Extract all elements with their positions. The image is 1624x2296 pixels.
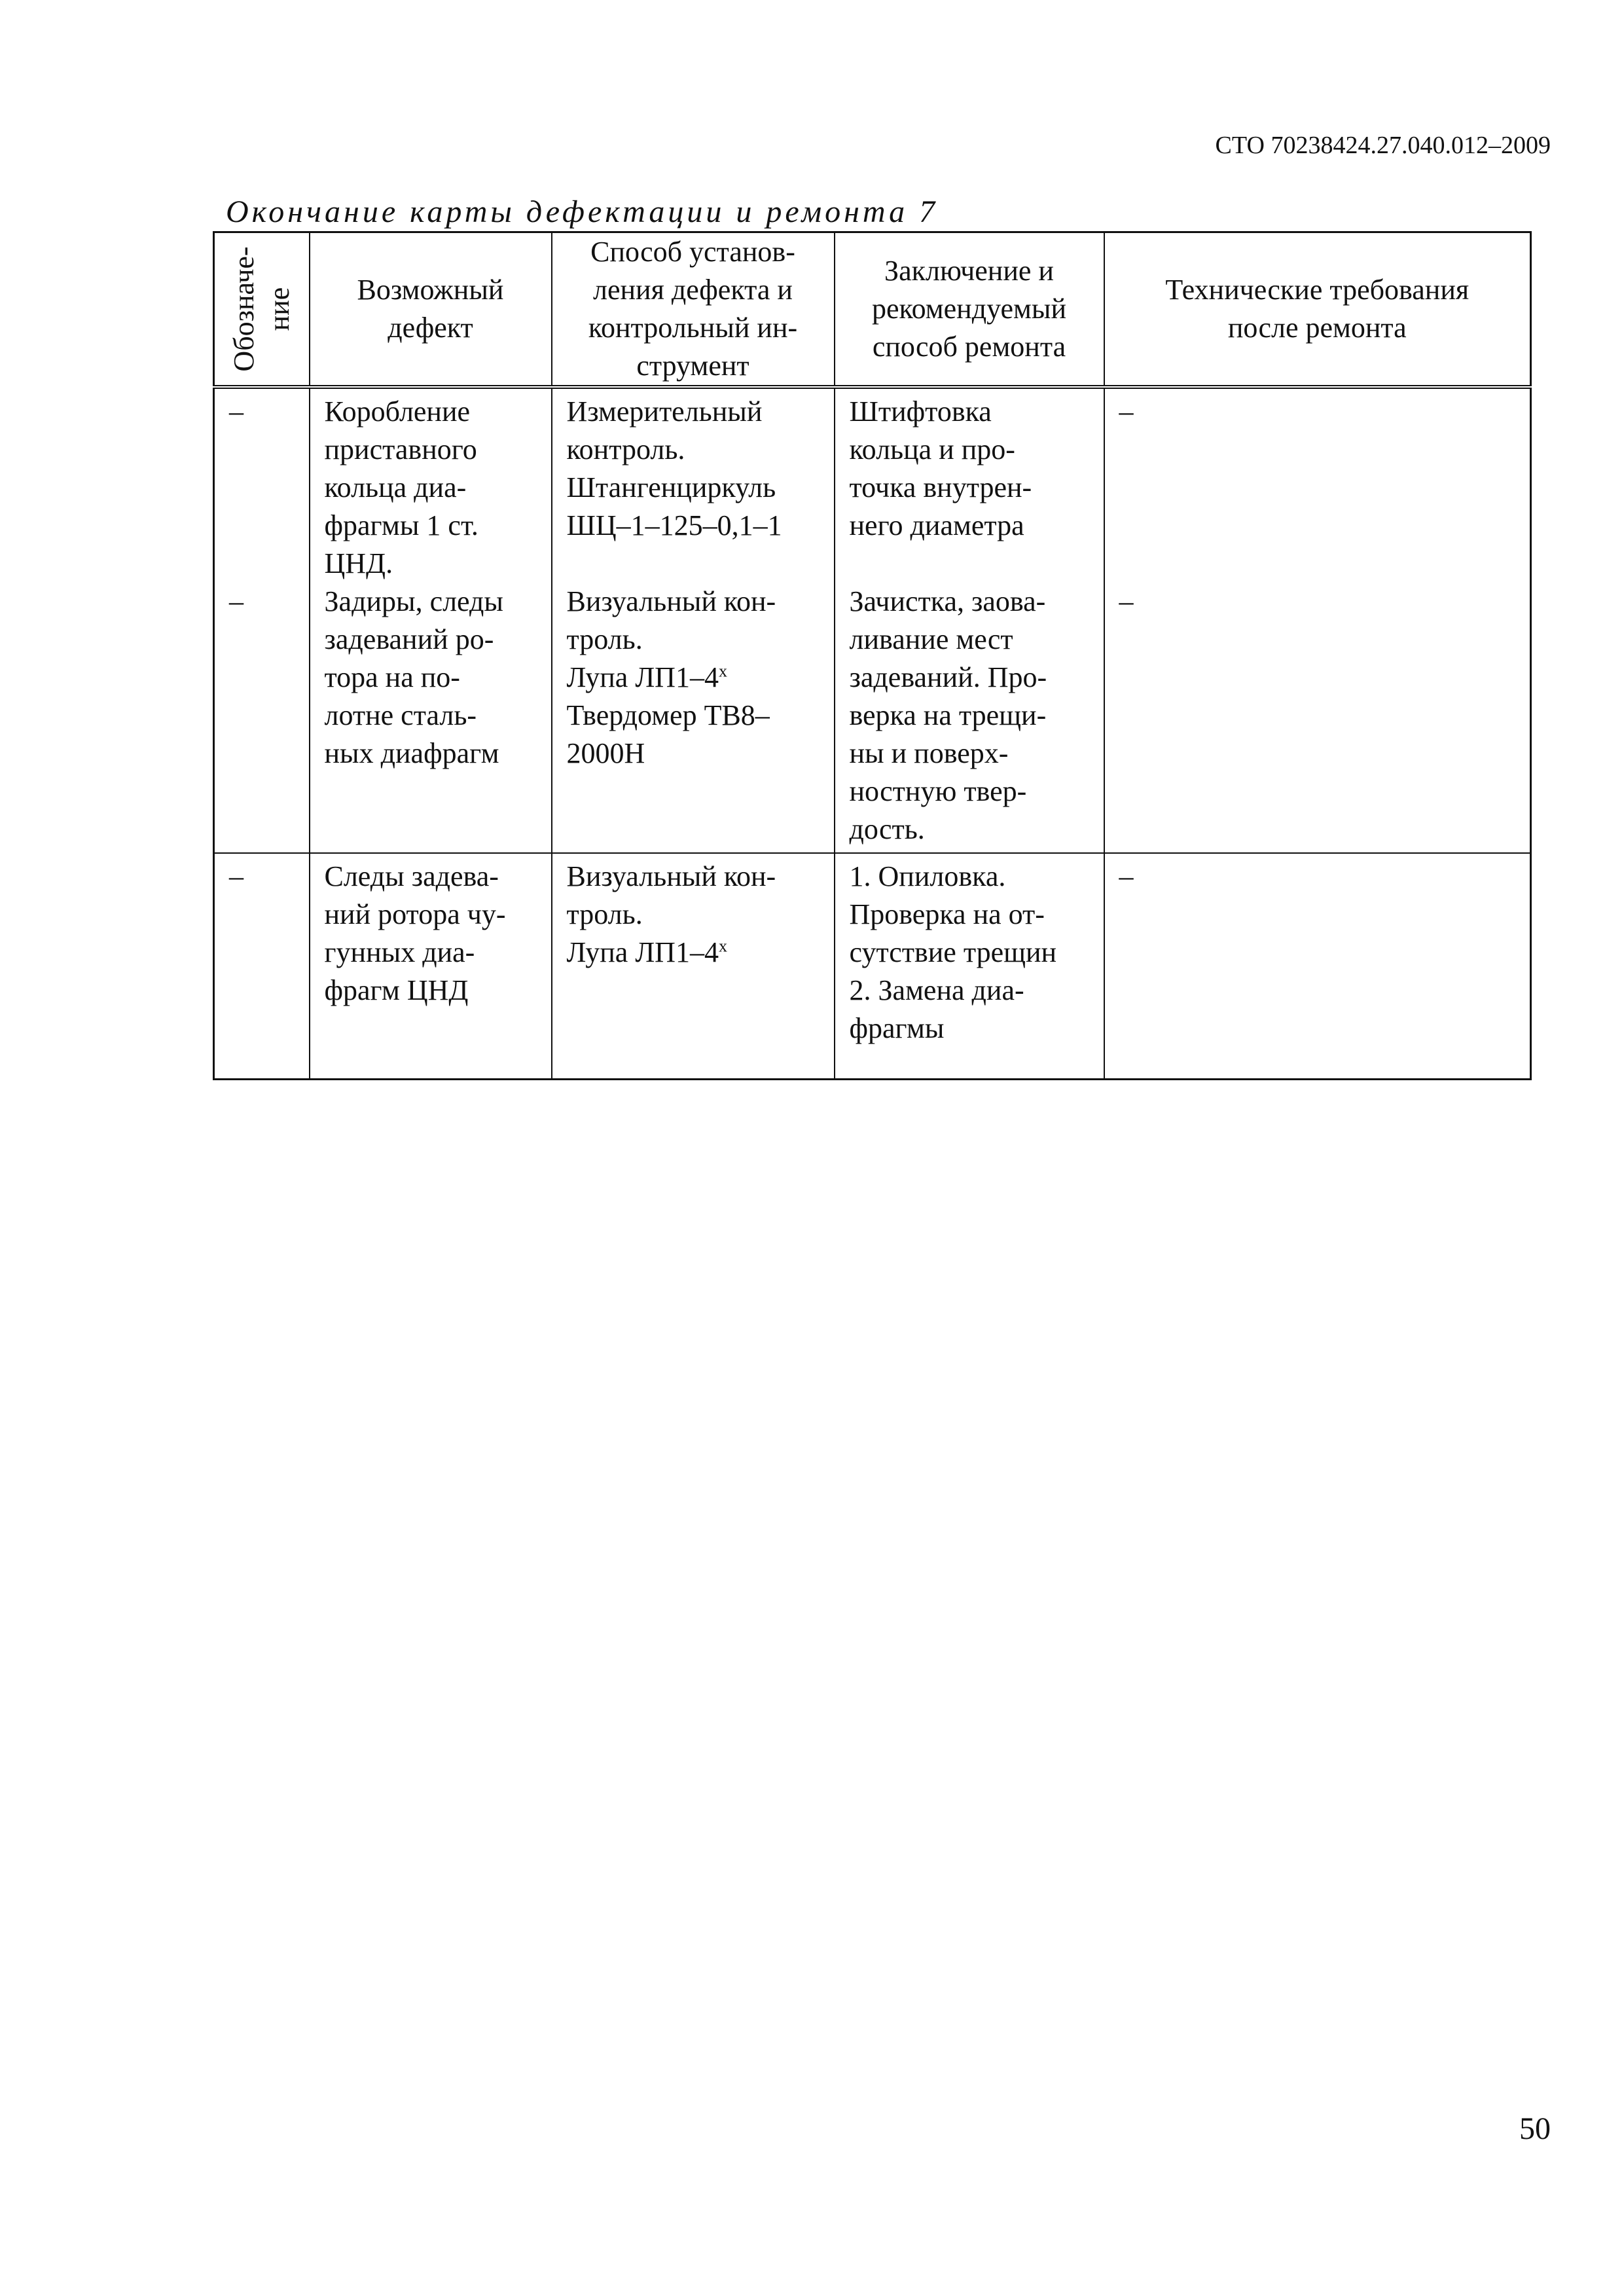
cell-defect: Следы задева- ний ротора чу- гунных диа- фрагм ЦНД bbox=[310, 853, 552, 1079]
cell-method: Измерительный контроль. Штангенциркуль ШЦ–1–125–0,1–1 Визуальный кон- троль. Лупа $ЛП1-4^х$ Твердомер ТВ8– 2000Н bbox=[552, 387, 835, 853]
cell-conclusion: 1. Опиловка. Проверка на от- сутствие трещин 2. Замена диа- фрагмы bbox=[835, 853, 1104, 1079]
cell-designation: – – bbox=[214, 387, 310, 853]
column-header-method: Способ установ- ления дефекта и контрольный ин- струмент bbox=[552, 232, 835, 388]
defect-table bbox=[213, 231, 1532, 1080]
cell-conclusion: Штифтовка кольца и про- точка внутрен- него диаметра Зачистка, заова- ливание мест задеваний. Про- верка на трещи- ны и поверх- ностную твер- дость. bbox=[835, 387, 1104, 853]
cell-defect: Коробление приставного кольца диа- фрагмы 1 ст. ЦНД. Задиры, следы задеваний ро- тора на по- лотне сталь- ных диафрагм bbox=[310, 387, 552, 853]
column-header-defect: Возможный дефект bbox=[310, 232, 552, 388]
column-header-requirements: Технические требования после ремонта bbox=[1104, 232, 1531, 388]
cell-requirements: – bbox=[1104, 853, 1531, 1079]
column-header-designation: Обозначе- ние bbox=[214, 232, 310, 388]
table-header-row bbox=[214, 232, 1531, 388]
column-header-conclusion: Заключение и рекомендуемый способ ремонта bbox=[835, 232, 1104, 388]
page-number: 50 bbox=[1519, 2111, 1551, 2146]
cell-method: Визуальный кон- троль. Лупа $ЛП1-4^х$ bbox=[552, 853, 835, 1079]
cell-designation: – bbox=[214, 853, 310, 1079]
document-code: СТО 70238424.27.040.012–2009 bbox=[1215, 132, 1551, 159]
cell-requirements: – – bbox=[1104, 387, 1531, 853]
table-row bbox=[214, 387, 1531, 853]
table-row bbox=[214, 853, 1531, 1079]
table-caption: Окончание карты дефектации и ремонта 7 bbox=[226, 194, 939, 229]
